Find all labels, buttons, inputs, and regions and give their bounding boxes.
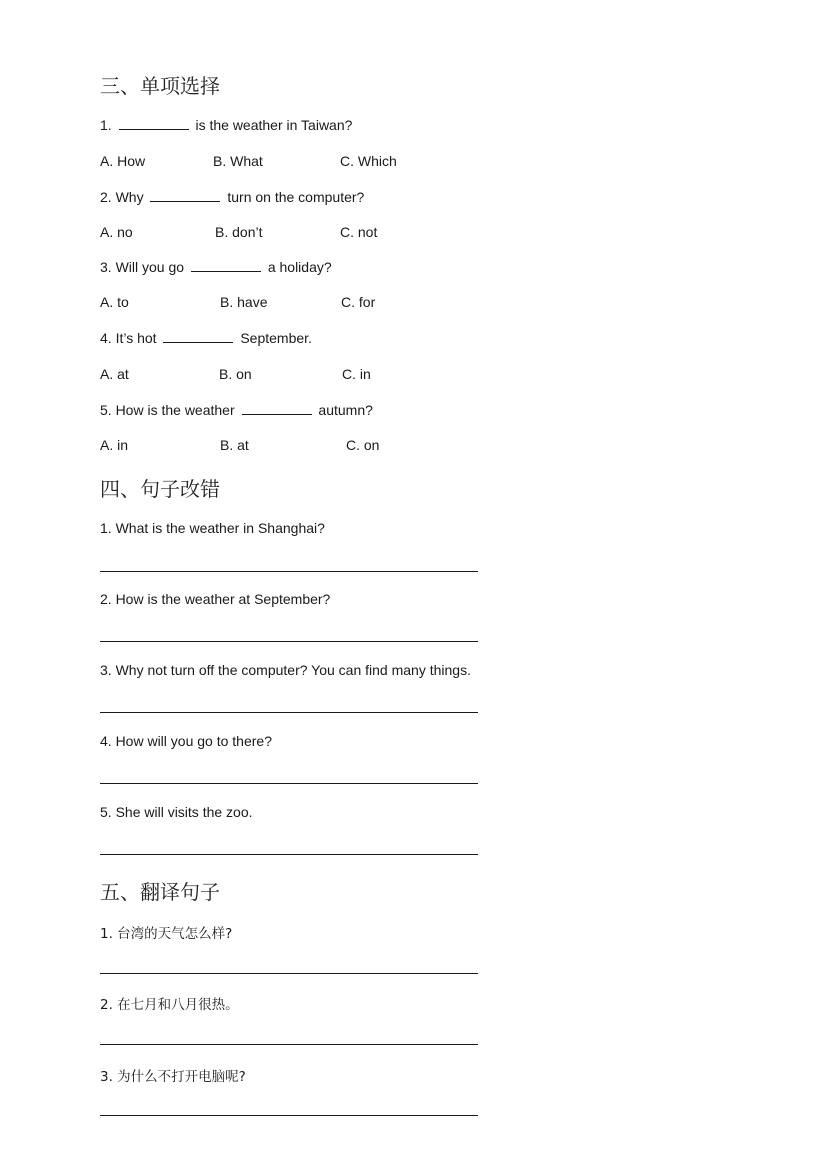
mc-question-5 bbox=[100, 402, 373, 418]
option-c: C. Which bbox=[340, 153, 397, 169]
section-5-title: 五、翻译句子 bbox=[100, 880, 220, 904]
answer-blank[interactable] bbox=[119, 128, 189, 130]
answer-line[interactable] bbox=[100, 973, 478, 974]
mc-question-4 bbox=[100, 330, 312, 346]
answer-line[interactable] bbox=[100, 712, 478, 713]
question-number: 1. bbox=[100, 117, 112, 133]
translation-item-2: 2. 在七月和八月很热。 bbox=[100, 997, 239, 1013]
question-text: a holiday? bbox=[267, 259, 332, 275]
answer-line[interactable] bbox=[100, 641, 478, 642]
option-b: B. have bbox=[220, 294, 268, 310]
mc-question-1 bbox=[100, 117, 352, 133]
answer-blank[interactable] bbox=[191, 270, 261, 272]
answer-blank[interactable] bbox=[163, 341, 233, 343]
correction-item-5: 5. She will visits the zoo. bbox=[100, 804, 253, 820]
option-b: B. What bbox=[213, 153, 263, 169]
answer-line[interactable] bbox=[100, 783, 478, 784]
option-a: A. How bbox=[100, 153, 146, 169]
section-3-title: 三、单项选择 bbox=[100, 74, 220, 98]
correction-item-4: 4. How will you go to there? bbox=[100, 733, 272, 749]
answer-line[interactable] bbox=[100, 854, 478, 855]
option-c: C. on bbox=[346, 437, 380, 453]
option-a: A. no bbox=[100, 224, 133, 240]
question-text: is the weather in Taiwan? bbox=[195, 117, 353, 133]
correction-item-1: 1. What is the weather in Shanghai? bbox=[100, 520, 325, 536]
answer-line[interactable] bbox=[100, 571, 478, 572]
question-number: 3. Will you go bbox=[100, 259, 185, 275]
answer-line[interactable] bbox=[100, 1115, 478, 1116]
correction-item-2: 2. How is the weather at September? bbox=[100, 591, 331, 607]
question-text: turn on the computer? bbox=[227, 189, 365, 205]
answer-line[interactable] bbox=[100, 1044, 478, 1045]
option-a: A. in bbox=[100, 437, 129, 453]
section-4-title: 四、句子改错 bbox=[100, 477, 220, 501]
translation-item-3: 3. 为什么不打开电脑呢? bbox=[100, 1069, 246, 1085]
correction-item-3: 3. Why not turn off the computer? You can find many things. bbox=[100, 662, 471, 678]
option-c: C. for bbox=[341, 294, 376, 310]
option-a: A. to bbox=[100, 294, 129, 310]
question-number: 5. How is the weather bbox=[100, 402, 235, 418]
question-number: 2. Why bbox=[100, 189, 144, 205]
option-b: B. at bbox=[220, 437, 249, 453]
option-c: C. not bbox=[340, 224, 378, 240]
answer-blank[interactable] bbox=[150, 200, 220, 202]
option-a: A. at bbox=[100, 366, 129, 382]
option-c: C. in bbox=[342, 366, 371, 382]
question-text: autumn? bbox=[318, 402, 373, 418]
mc-question-2 bbox=[100, 189, 364, 205]
option-b: B. don’t bbox=[215, 224, 263, 240]
option-b: B. on bbox=[219, 366, 252, 382]
question-text: September. bbox=[240, 330, 312, 346]
answer-blank[interactable] bbox=[242, 413, 312, 415]
translation-item-1: 1. 台湾的天气怎么样? bbox=[100, 926, 233, 942]
question-number: 4. It’s hot bbox=[100, 330, 157, 346]
mc-question-3 bbox=[100, 259, 332, 275]
